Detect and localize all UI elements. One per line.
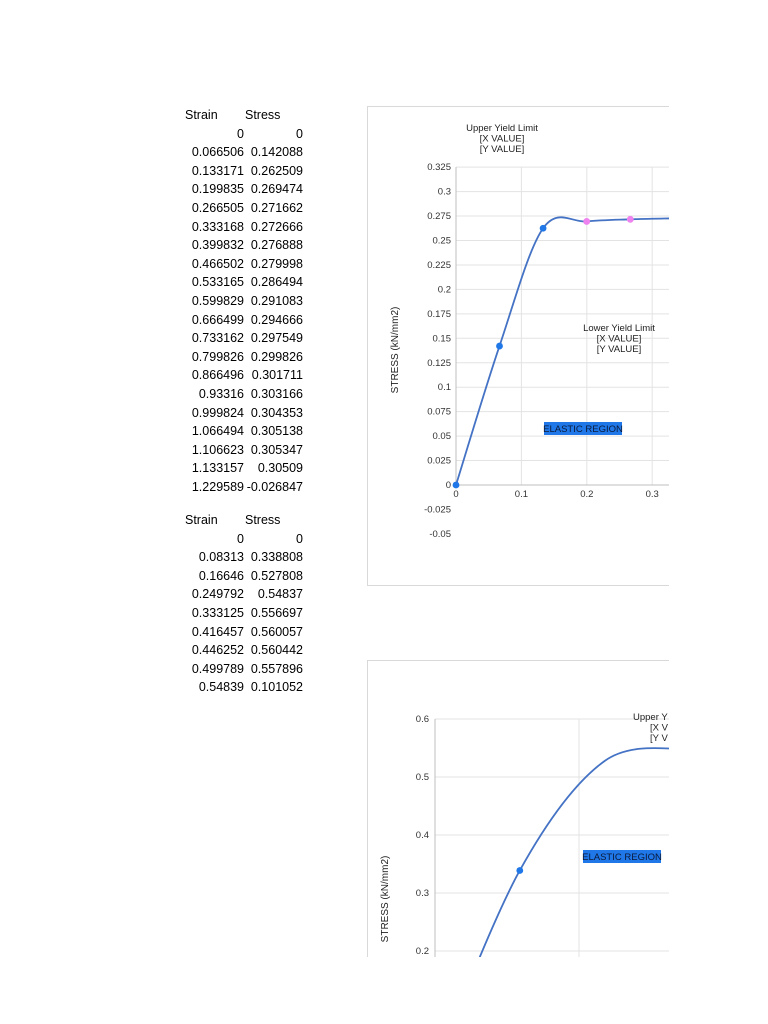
y-tick-label: 0.2 [415, 946, 429, 957]
upper-yield-annotation: [Y V [650, 733, 668, 744]
stress-cell: 0.301711 [251, 368, 303, 383]
stress-cell: 0.303166 [250, 386, 303, 401]
y-tick-label: 0 [445, 480, 451, 491]
data-point [516, 867, 523, 874]
strain-cell: 0 [237, 531, 244, 546]
stress-cell: 0.527808 [250, 568, 303, 583]
stress-cell: 0.54837 [257, 587, 303, 602]
stress-cell: 0.269474 [250, 182, 303, 197]
stress-cell: 0.294666 [250, 312, 303, 327]
y-tick-label: 0.125 [427, 357, 451, 369]
stress-cell: 0.305347 [250, 442, 303, 457]
header-strain: Strain [185, 513, 218, 527]
y-tick-label: 0.325 [427, 162, 451, 174]
stress-cell: 0.560442 [250, 643, 303, 658]
data-point [627, 216, 634, 223]
stress-cell: 0.286494 [250, 275, 303, 290]
stress-cell: 0.560057 [250, 624, 303, 639]
elastic-region-label: ELASTIC REGION [582, 852, 662, 863]
x-tick-label: 0 [453, 489, 459, 500]
strain-cell: 0.266505 [191, 200, 244, 215]
data-point [453, 482, 460, 489]
stress-cell: 0.30509 [257, 461, 303, 476]
strain-cell: 0.416457 [191, 624, 244, 639]
chart-2-svg [368, 661, 669, 957]
stress-cell: 0.291083 [250, 293, 303, 308]
data-point [540, 225, 547, 232]
stress-cell: 0.142088 [250, 145, 303, 160]
strain-cell: 0.399832 [191, 238, 244, 253]
lower-yield-annotation: [Y VALUE] [596, 344, 642, 355]
data-point [583, 218, 590, 225]
strain-cell: 0.54839 [198, 680, 244, 695]
data-point [496, 343, 503, 350]
upper-yield-annotation: Upper Yield Limit [466, 123, 538, 134]
strain-cell: 1.229589 [191, 479, 244, 494]
strain-cell: 0.533165 [191, 275, 244, 290]
stress-cell: 0.101052 [250, 680, 303, 695]
lower-yield-annotation: [X VALUE] [596, 333, 642, 345]
strain-cell: 0.999824 [191, 405, 244, 420]
strain-cell: 0.599829 [191, 293, 244, 308]
y-tick-label: 0.175 [427, 308, 451, 320]
strain-cell: 0.466502 [191, 256, 244, 271]
y-tick-label: 0.5 [415, 772, 429, 783]
upper-yield-annotation: [X V [650, 722, 668, 734]
y-tick-label: 0.225 [427, 259, 451, 271]
stress-cell: 0.297549 [250, 331, 303, 346]
stress-cell: 0.271662 [250, 200, 303, 215]
strain-cell: 0.446252 [191, 643, 244, 658]
y-tick-label: 0.275 [427, 211, 451, 223]
x-tick-label: 0.3 [645, 489, 659, 500]
strain-cell: 1.066494 [191, 424, 244, 439]
chart-1-svg [368, 107, 669, 585]
stress-cell: 0.272666 [250, 219, 303, 234]
stress-strain-chart-2 [367, 660, 669, 957]
stress-cell: 0.556697 [250, 605, 303, 620]
y-axis-label: STRESS (kN/mm2) [380, 855, 391, 943]
stress-cell: 0.304353 [250, 405, 303, 420]
stress-cell: 0.262509 [250, 163, 303, 178]
strain-cell: 1.106623 [191, 442, 244, 457]
strain-cell: 0.866496 [191, 368, 244, 383]
strain-cell: 0.133171 [191, 163, 244, 178]
y-axis-label: STRESS (kN/mm2) [390, 306, 401, 394]
strain-cell: 0.666499 [191, 312, 244, 327]
strain-cell: 0.08313 [198, 550, 244, 565]
y-tick-label: -0.05 [429, 528, 451, 540]
stress-cell: 0 [296, 531, 303, 546]
y-tick-label: -0.025 [424, 504, 451, 516]
y-tick-label: 0.25 [432, 235, 451, 247]
strain-cell: 0.16646 [198, 568, 244, 583]
y-tick-label: 0.025 [427, 455, 451, 467]
stress-cell: 0.305138 [250, 424, 303, 439]
stress-strain-chart-1 [367, 106, 669, 586]
lower-yield-annotation: Lower Yield Limit [583, 323, 655, 334]
stress-cell: -0.026847 [246, 479, 303, 494]
strain-cell: 0.499789 [191, 661, 244, 676]
upper-yield-annotation: [Y VALUE] [479, 144, 525, 155]
stress-cell: 0.338808 [250, 550, 303, 565]
strain-cell: 0.93316 [198, 386, 244, 401]
stress-cell: 0.276888 [250, 238, 303, 253]
strain-cell: 0.333125 [191, 605, 244, 620]
strain-cell: 0 [237, 126, 244, 141]
header-strain: Strain [185, 108, 218, 122]
stress-cell: 0.279998 [250, 256, 303, 271]
x-tick-label: 0.2 [580, 489, 594, 500]
stress-cell: 0 [296, 126, 303, 141]
y-tick-label: 0.6 [415, 714, 429, 725]
upper-yield-annotation: Upper Y [633, 712, 668, 723]
header-stress: Stress [245, 513, 281, 527]
strain-cell: 0.333168 [191, 219, 244, 234]
y-tick-label: 0.05 [432, 431, 451, 443]
y-tick-label: 0.075 [427, 406, 451, 418]
y-tick-label: 0.3 [415, 888, 429, 899]
strain-cell: 0.066506 [191, 145, 244, 160]
upper-yield-annotation: [X VALUE] [479, 133, 525, 145]
elastic-region-label: ELASTIC REGION [543, 424, 623, 435]
strain-cell: 0.249792 [191, 587, 244, 602]
stress-cell: 0.299826 [250, 349, 303, 364]
strain-cell: 1.133157 [191, 461, 244, 476]
y-tick-label: 0.4 [415, 830, 429, 841]
header-stress: Stress [245, 108, 281, 122]
strain-cell: 0.199835 [191, 182, 244, 197]
y-tick-label: 0.15 [432, 333, 451, 345]
strain-cell: 0.799826 [191, 349, 244, 364]
x-tick-label: 0.1 [514, 489, 529, 500]
stress-cell: 0.557896 [250, 661, 303, 676]
y-tick-label: 0.3 [437, 186, 451, 198]
y-tick-label: 0.1 [437, 382, 451, 394]
y-tick-label: 0.2 [437, 284, 451, 296]
strain-cell: 0.733162 [191, 331, 244, 346]
